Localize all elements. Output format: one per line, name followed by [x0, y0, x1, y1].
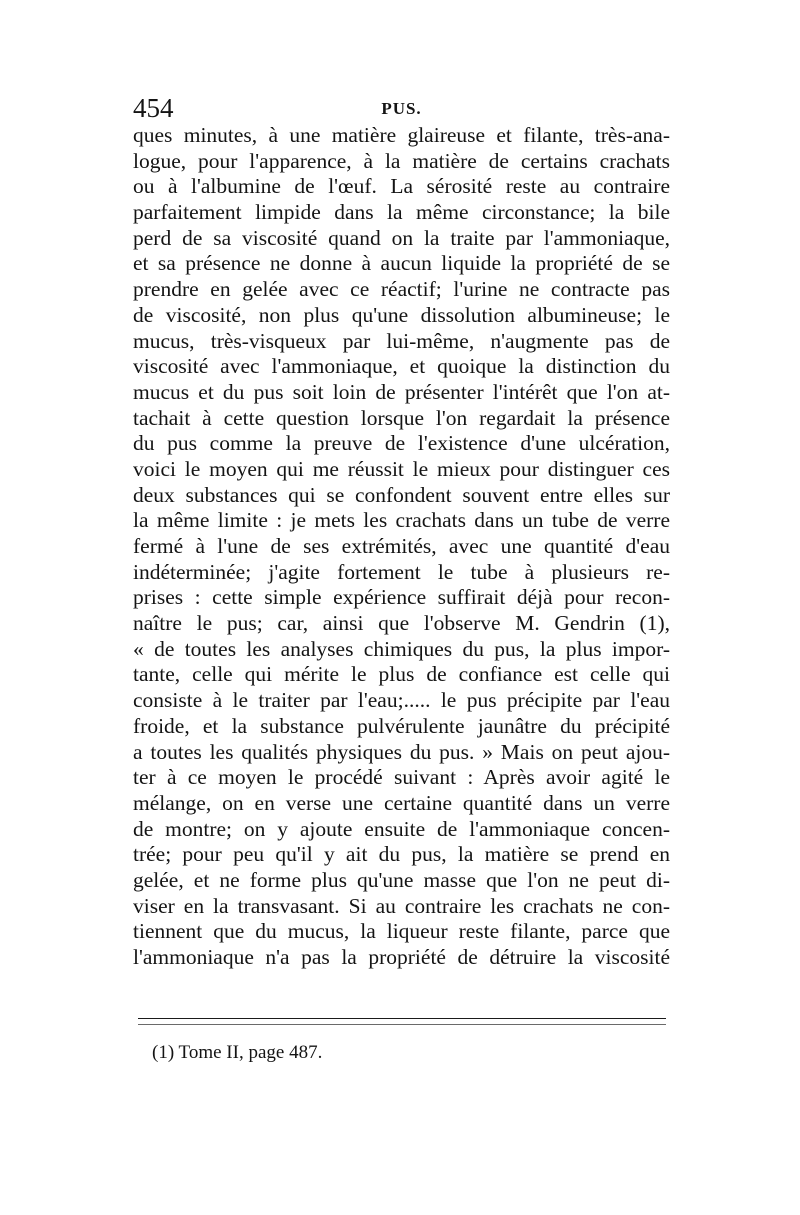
body-text: [133, 123, 670, 971]
text-line: mucus, très-visqueux par lui-même, n'augmente pas de: [133, 328, 670, 353]
text-line: ou à l'albumine de l'œuf. La sérosité reste au contraire: [133, 174, 670, 199]
text-line: ter à ce moyen le procédé suivant : Après avoir agité le: [133, 765, 670, 790]
text-line: viscosité avec l'ammoniaque, et quoique la distinction du: [133, 354, 670, 379]
text-line: prises : cette simple expérience suffirait déjà pour recon-: [133, 585, 670, 610]
text-line: deux substances qui se confondent souvent entre elles sur: [133, 482, 670, 507]
text-line: a toutes les qualités physiques du pus. » Mais on peut ajou-: [133, 739, 670, 764]
text-line: logue, pour l'apparence, à la matière de certains crachats: [133, 148, 670, 173]
text-line: voici le moyen qui me réussit le mieux pour distinguer ces: [133, 456, 670, 481]
page-header: [133, 92, 670, 124]
text-line: gelée, et ne forme plus qu'une masse que l'on ne peut di-: [133, 867, 670, 892]
text-line: la même limite : je mets les crachats dans un tube de verre: [133, 508, 670, 533]
text-line: indéterminée; j'agite fortement le tube à plusieurs re-: [133, 559, 670, 584]
text-line: et sa présence ne donne à aucun liquide la propriété de se: [133, 251, 670, 276]
text-line: froide, et la substance pulvérulente jaunâtre du précipité: [133, 713, 670, 738]
text-line: « de toutes les analyses chimiques du pus, la plus impor-: [133, 636, 670, 661]
footnote-separator: [138, 1018, 666, 1019]
text-line: tiennent que du mucus, la liqueur reste filante, parce que: [133, 919, 670, 944]
footnote-separator-secondary: [138, 1024, 666, 1025]
text-line: trée; pour peu qu'il y ait du pus, la matière se prend en: [133, 842, 670, 867]
text-line: prendre en gelée avec ce réactif; l'urine ne contracte pas: [133, 277, 670, 302]
running-title: PUS.: [381, 99, 422, 118]
text-line: de viscosité, non plus qu'une dissolution albumineuse; le: [133, 302, 670, 327]
text-line: du pus comme la preuve de l'existence d'une ulcération,: [133, 431, 670, 456]
text-line: l'ammoniaque n'a pas la propriété de détruire la viscosité: [133, 945, 670, 969]
page-number: 454: [133, 93, 174, 123]
text-line: consiste à le traiter par l'eau;..... le pus précipite par l'eau: [133, 688, 670, 713]
text-line: mélange, on en verse une certaine quantité dans un verre: [133, 790, 670, 815]
text-line: tante, celle qui mérite le plus de confiance est celle qui: [133, 662, 670, 687]
text-line: parfaitement limpide dans la même circonstance; la bile: [133, 200, 670, 225]
text-line: fermé à l'une de ses extrémités, avec une quantité d'eau: [133, 534, 670, 558]
text-line: mucus et du pus soit loin de présenter l'intérêt que l'on at-: [133, 379, 670, 404]
text-line: ques minutes, à une matière glaireuse et filante, très-ana-: [133, 123, 670, 147]
text-line: de montre; on y ajoute ensuite de l'ammoniaque concen-: [133, 816, 670, 841]
text-line: perd de sa viscosité quand on la traite par l'ammoniaque,: [133, 225, 670, 250]
text-line: viser en la transvasant. Si au contraire les crachats ne con-: [133, 893, 670, 918]
text-line: tachait à cette question lorsque l'on regardait la présence: [133, 405, 670, 430]
text-line: naître le pus; car, ainsi que l'observe M. Gendrin (1),: [133, 611, 670, 636]
footnote: (1) Tome II, page 487.: [152, 1042, 323, 1063]
